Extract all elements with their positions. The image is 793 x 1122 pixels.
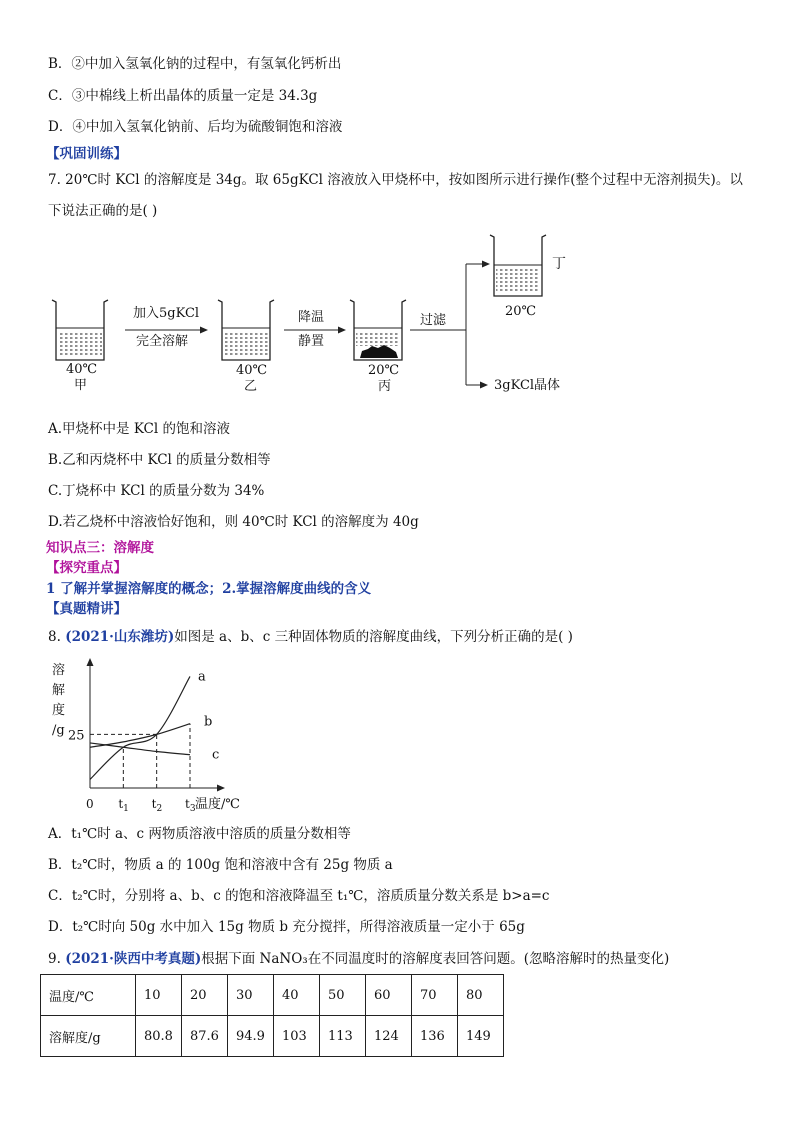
q7-option-a: A.甲烧杯中是 KCl 的饱和溶液 [48, 421, 230, 437]
q9-source: (2021·陕西中考真题) [65, 951, 202, 967]
q7-beaker-diagram [0, 0, 793, 420]
table-cell: 10 [136, 975, 182, 1016]
step1-top-label: 加入5gKCl [133, 306, 200, 321]
explore-text: 1 了解并掌握溶解度的概念；2.掌握溶解度曲线的含义 [46, 581, 372, 597]
y-axis-label-char: 溶 [52, 663, 66, 678]
solubility-curve-chart [0, 650, 793, 830]
q8-option-c: C．t₂℃时，分别将 a、b、c 的饱和溶液降温至 t₁℃，溶质质量分数关系是 b>a=c [48, 888, 550, 904]
table-cell: 124 [366, 1016, 412, 1057]
curve-c [90, 743, 190, 755]
table-header-temperature: 温度/℃ [41, 975, 136, 1016]
q7-stem-line2: 下说法正确的是( ) [48, 203, 158, 219]
x-tick-label: $t_3$ [185, 797, 196, 814]
nano3-solubility-table [40, 974, 504, 1057]
section-consolidate: 【巩固训练】 [46, 146, 127, 162]
origin-label: 0 [86, 797, 94, 811]
beaker-bing [350, 300, 406, 360]
table-cell: 113 [320, 1016, 366, 1057]
table-cell: 94.9 [228, 1016, 274, 1057]
step2-bottom-label: 静置 [298, 334, 325, 349]
table-cell: 50 [320, 975, 366, 1016]
y-axis-arrow [87, 658, 94, 666]
crystal-label: 3gKCl晶体 [494, 378, 561, 393]
step3-label: 过滤 [420, 313, 447, 328]
y-axis-label-char: 解 [52, 683, 66, 698]
q8-stem [48, 628, 573, 646]
y-tick-label: 25 [68, 728, 85, 744]
q6-option-c: C．③中棉线上析出晶体的质量一定是 34.3g [48, 88, 318, 104]
table-cell: 40 [274, 975, 320, 1016]
beaker-yi [218, 300, 274, 360]
curve-a [90, 676, 190, 779]
beaker-bing-name: 丙 [378, 379, 392, 394]
q7-stem-line1: 7. 20℃时 KCl 的溶解度是 34g。取 65gKCl 溶液放入甲烧杯中，按如图所示进行操作(整个过程中无溶剂损失)。以 [48, 172, 743, 188]
y-axis-label-char: /g [52, 723, 65, 738]
table-cell: 80 [458, 975, 504, 1016]
knowledge-point-3: 知识点三：溶解度 [46, 540, 154, 556]
step1-bottom-label: 完全溶解 [136, 334, 189, 349]
table-cell: 136 [412, 1016, 458, 1057]
x-axis-label: 温度/℃ [195, 797, 240, 812]
table-cell: 87.6 [182, 1016, 228, 1057]
beaker-jia [52, 300, 108, 360]
beaker-yi-temp: 40℃ [236, 363, 268, 378]
x-tick-label: $t_1$ [118, 797, 129, 814]
q8-source: (2021·山东潍坊) [65, 629, 175, 645]
beaker-ding-temp: 20℃ [505, 304, 537, 319]
beaker-ding-name: 丁 [552, 256, 566, 272]
q8-stem-text: 如图是 a、b、c 三种固体物质的溶解度曲线，下列分析正确的是( ) [174, 629, 573, 645]
q8-option-b: B．t₂℃时，物质 a 的 100g 饱和溶液中含有 25g 物质 a [48, 857, 393, 873]
section-explore: 【探究重点】 [46, 560, 127, 576]
q6-option-d: D．④中加入氢氧化钠前、后均为硫酸铜饱和溶液 [48, 119, 343, 135]
table-cell: 70 [412, 975, 458, 1016]
curve-label-c: c [212, 747, 220, 763]
q7-option-b: B.乙和丙烧杯中 KCl 的质量分数相等 [48, 452, 271, 468]
y-axis-label-char: 度 [52, 703, 66, 718]
table-row [41, 1016, 504, 1057]
table-cell: 60 [366, 975, 412, 1016]
q8-option-a: A．t₁℃时 a、c 两物质溶液中溶质的质量分数相等 [48, 826, 351, 842]
beaker-jia-name: 甲 [74, 378, 88, 393]
q9-stem-text: 根据下面 NaNO₃在不同温度时的溶解度表回答问题。(忽略溶解时的热量变化) [201, 951, 670, 967]
table-cell: 80.8 [136, 1016, 182, 1057]
beaker-ding [490, 235, 546, 296]
q6-option-b: B．②中加入氢氧化钠的过程中，有氢氧化钙析出 [48, 56, 342, 72]
q8-option-d: D．t₂℃时向 50g 水中加入 15g 物质 b 充分搅拌，所得溶液质量一定小于 65g [48, 919, 525, 935]
q7-option-c: C.丁烧杯中 KCl 的质量分数为 34% [48, 483, 265, 499]
beaker-bing-temp: 20℃ [368, 363, 400, 378]
table-cell: 30 [228, 975, 274, 1016]
beaker-jia-temp: 40℃ [66, 362, 98, 377]
q8-number: 8. [48, 629, 61, 645]
step2-top-label: 降温 [298, 310, 325, 325]
table-cell: 103 [274, 1016, 320, 1057]
curve-label-b: b [204, 714, 213, 730]
q7-option-d: D.若乙烧杯中溶液恰好饱和，则 40℃时 KCl 的溶解度为 40g [48, 514, 419, 530]
table-header-solubility: 溶解度/g [41, 1016, 136, 1057]
table-cell: 20 [182, 975, 228, 1016]
curve-label-a: a [198, 669, 206, 685]
q9-number: 9. [48, 951, 61, 967]
q9-stem [48, 950, 669, 968]
section-real: 【真题精讲】 [46, 601, 127, 617]
table-cell: 149 [458, 1016, 504, 1057]
curve-b [90, 724, 190, 748]
table-row [41, 975, 504, 1016]
x-axis-arrow [217, 785, 225, 792]
beaker-yi-name: 乙 [244, 379, 258, 394]
x-tick-label: $t_2$ [151, 797, 163, 814]
